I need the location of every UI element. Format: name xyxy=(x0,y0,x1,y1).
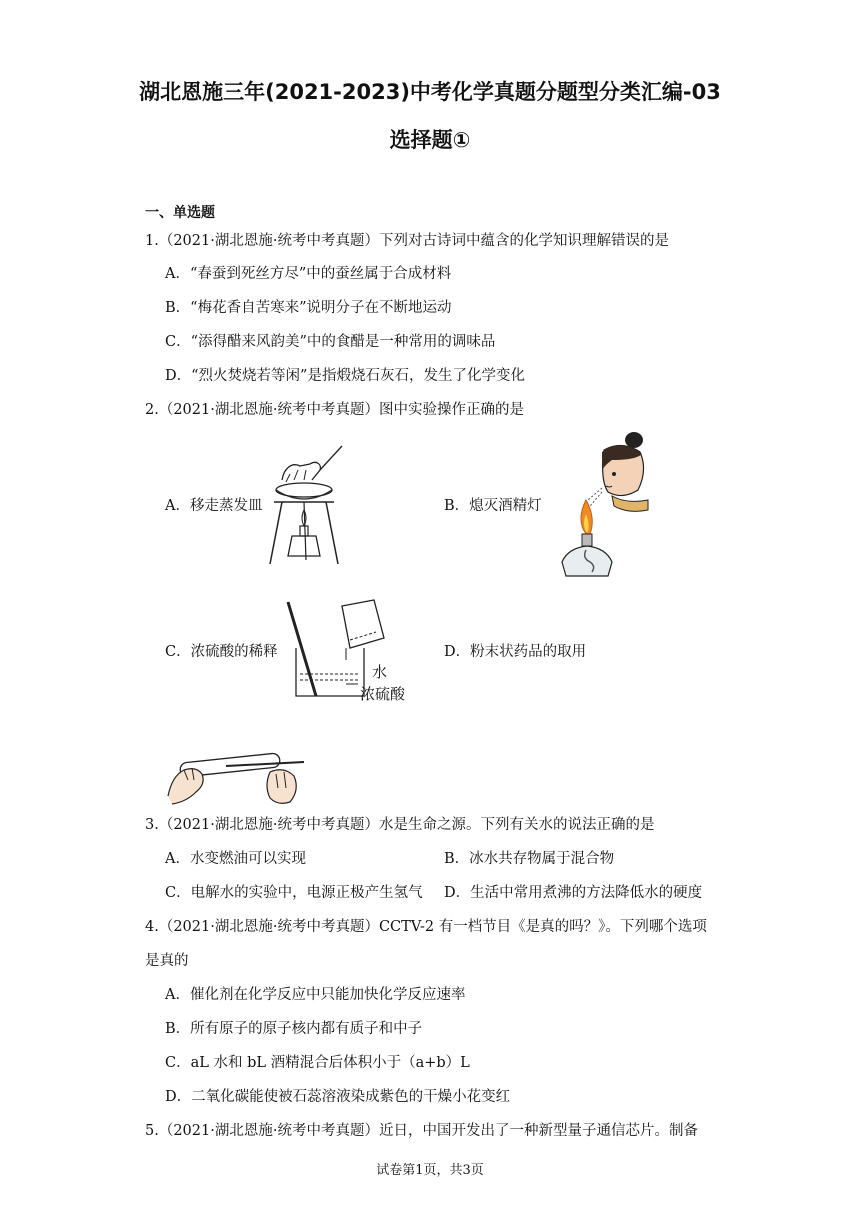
blowing-lamp-figure xyxy=(552,430,652,580)
page-subtitle: 选择题① xyxy=(389,128,471,152)
q1-option-d: D．“烈火焚烧若等闲”是指煅烧石灰石，发生了化学变化 xyxy=(165,368,525,384)
page-footer: 试卷第1页，共3页 xyxy=(376,1163,484,1178)
q1-stem: 1.（2021·湖北恩施·统考中考真题）下列对古诗词中蕴含的化学知识理解错误的是 xyxy=(145,233,669,249)
q4-option-a: A．催化剂在化学反应中只能加快化学反应速率 xyxy=(165,987,466,1003)
q3-option-c: C．电解水的实验中，电源正极产生氢气 xyxy=(165,885,423,901)
q4-option-d: D．二氧化碳能使被石蕊溶液染成紫色的干燥小花变红 xyxy=(165,1089,511,1105)
q2-stem: 2.（2021·湖北恩施·统考中考真题）图中实验操作正确的是 xyxy=(145,402,524,418)
q5-stem: 5.（2021·湖北恩施·统考中考真题）近日，中国开发出了一种新型量子通信芯片。制备 xyxy=(145,1123,698,1139)
q3-stem: 3.（2021·湖北恩施·统考中考真题）水是生命之源。下列有关水的说法正确的是 xyxy=(145,817,655,833)
q2-option-a: A．移走蒸发皿 xyxy=(165,498,263,514)
page-title: 湖北恩施三年(2021-2023)中考化学真题分题型分类汇编-03 xyxy=(139,80,721,104)
q2-option-d: D．粉末状药品的取用 xyxy=(444,644,587,660)
water-label: 水 xyxy=(372,663,388,681)
powder-sampling-figure xyxy=(166,736,308,808)
q1-option-a: A．“春蚕到死丝方尽”中的蚕丝属于合成材料 xyxy=(165,266,452,282)
acid-label: 浓硫酸 xyxy=(360,685,406,703)
q4-option-b: B．所有原子的原子核内都有质子和中子 xyxy=(165,1021,423,1037)
q2-option-b: B．熄灭酒精灯 xyxy=(444,498,542,514)
q1-option-c: C．“添得醋来风韵美”中的食醋是一种常用的调味品 xyxy=(165,334,496,350)
q3-option-a: A．水变燃油可以实现 xyxy=(165,851,306,867)
q4-stem-line1: 4.（2021·湖北恩施·统考中考真题）CCTV-2 有一档节目《是真的吗？》。下列哪个选项 xyxy=(145,919,707,935)
q2-option-c: C．浓硫酸的稀释 xyxy=(165,644,278,660)
evaporating-dish-figure xyxy=(262,440,346,570)
q4-option-c: C．aL 水和 bL 酒精混合后体积小于（a+b）L xyxy=(165,1055,470,1071)
q1-option-b: B．“梅花香自苦寒来”说明分子在不断地运动 xyxy=(165,300,452,316)
q4-stem-line2: 是真的 xyxy=(145,953,189,969)
q3-option-d: D．生活中常用煮沸的方法降低水的硬度 xyxy=(444,885,703,901)
section-heading: 一、单选题 xyxy=(145,205,215,221)
q3-option-b: B．冰水共存物属于混合物 xyxy=(444,851,615,867)
